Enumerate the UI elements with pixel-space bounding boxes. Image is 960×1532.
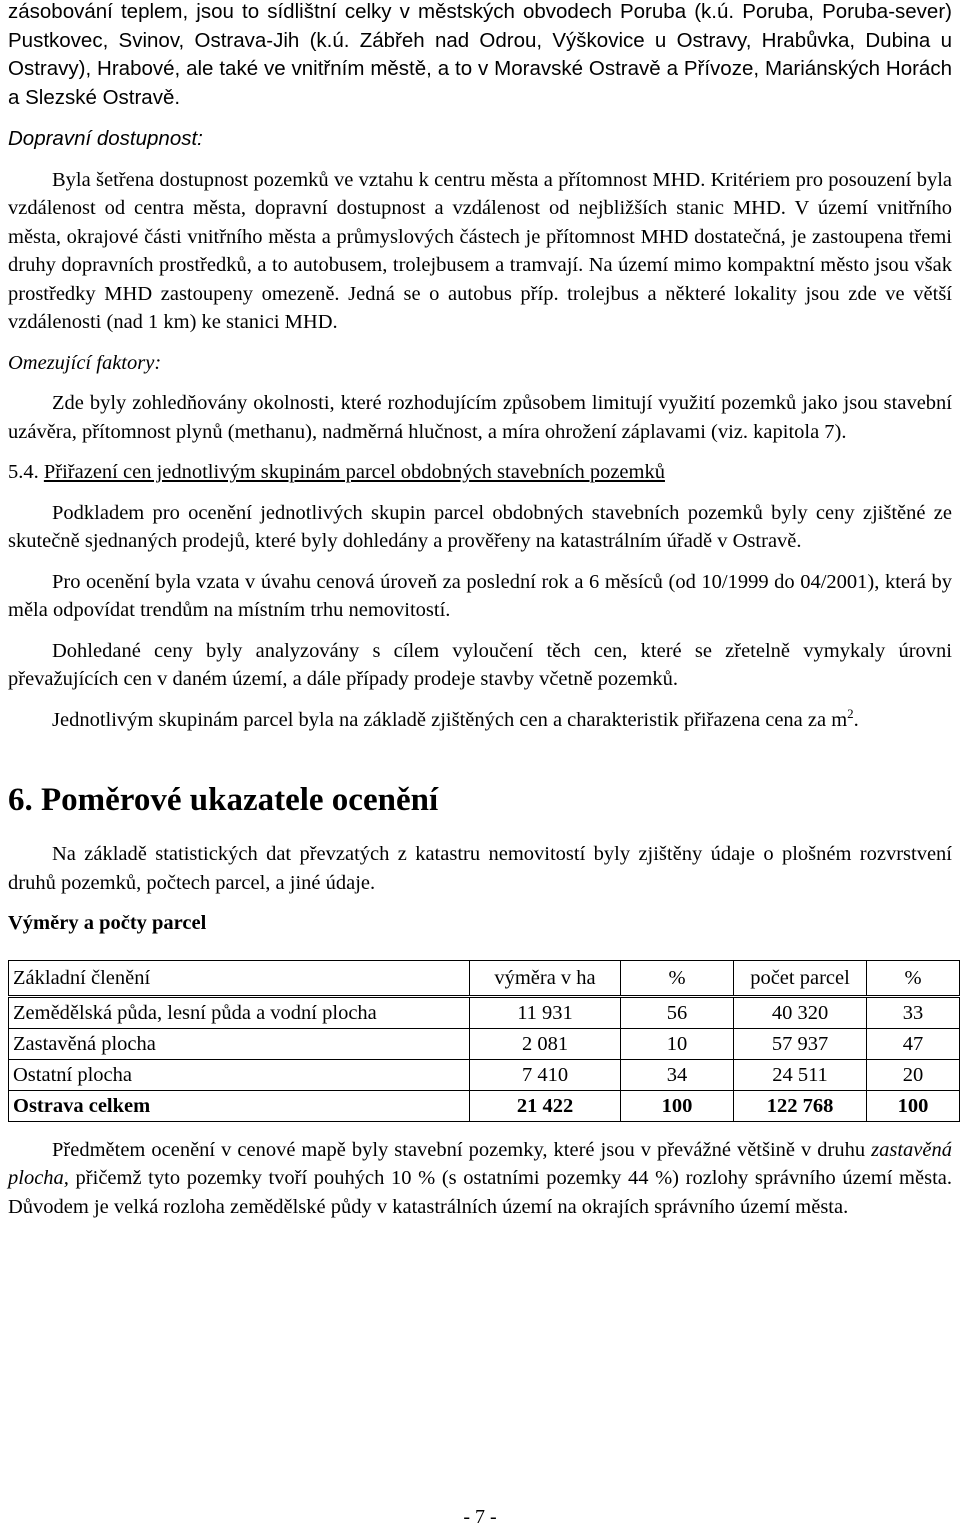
table-cell: 21 422 — [470, 1090, 621, 1121]
chapter-6-number: 6. — [8, 782, 33, 818]
table-cell: 56 — [621, 996, 734, 1028]
intro-paragraph: zásobování teplem, jsou to sídlištní celky v městských obvodech Poruba (k.ú. Poruba, Poruba-sever) Pustkovec, Svinov, Ostrava-Jih (k.ú. Zábřeh nad Odrou, Výškovice u Ostravy, Hrabůvka, Dubina u Ostravy), Hrabové, ale také ve vnitřním městě, a to v Moravské Ostravě a Přívoze, Mariánských Horách a Slezské Ostravě. — [8, 0, 952, 109]
table-row — [9, 1028, 960, 1059]
chapter-6-title: Poměrové ukazatele ocenění — [41, 782, 439, 818]
table-cell: 40 320 — [734, 996, 867, 1028]
chapter-6-heading — [8, 780, 952, 820]
table-cell: 20 — [867, 1059, 960, 1090]
transport-heading: Dopravní dostupnost: — [8, 127, 203, 150]
section-5-4-paragraph-2: Pro ocenění byla vzata v úvahu cenová úroveň za poslední rok a 6 měsíců (od 10/1999 do 04/2001), která by měla odpovídat trendům na místním trhu nemovitostí. — [8, 570, 952, 621]
table-cell: 122 768 — [734, 1090, 867, 1121]
table-title: Výměry a počty parcel — [8, 912, 207, 934]
table-cell: 100 — [867, 1090, 960, 1121]
table-cell: 100 — [621, 1090, 734, 1121]
table-header-cell: % — [621, 960, 734, 996]
table-cell: 34 — [621, 1059, 734, 1090]
table-cell: Ostrava celkem — [9, 1090, 470, 1121]
closing-paragraph — [8, 1136, 952, 1222]
table-header-cell: počet parcel — [734, 960, 867, 996]
chapter-6-intro: Na základě statistických dat převzatých z katastru nemovitostí byly zjištěny údaje o plošném rozvrstvení druhů pozemků, počtech parcel, a jiné údaje. — [8, 843, 952, 894]
section-5-4-paragraph-4 — [8, 706, 952, 735]
table-cell: 10 — [621, 1028, 734, 1059]
table-header-cell: Základní členění — [9, 960, 470, 996]
table-row — [9, 996, 960, 1028]
table-header-row — [9, 960, 960, 996]
table-cell: 24 511 — [734, 1059, 867, 1090]
table-cell: 57 937 — [734, 1028, 867, 1059]
page-number: - 7 - — [463, 1506, 497, 1528]
section-5-4-heading — [8, 458, 952, 487]
document-page — [8, 0, 952, 1528]
limits-paragraph: Zde byly zohledňovány okolnosti, které rozhodujícím způsobem limitují využití pozemků jako jsou stavební uzávěra, přítomnost plynů (methanu), nadměrná hlučnost, a míra ohrožení záplavami (viz. kapitola 7). — [8, 392, 952, 443]
table-cell: 7 410 — [470, 1059, 621, 1090]
last-paragraph-text: Jednotlivým skupinám parcel byla na základě zjištěných cen a charakteristik přiřazena cena za m — [52, 708, 848, 731]
section-5-4-paragraph-1: Podkladem pro ocenění jednotlivých skupin parcel obdobných stavebních pozemků byly ceny zjištěné ze skutečně sjednaných prodejů, které byly dohledány a prověřeny na katastrálním úřadě v Ostravě. — [8, 501, 952, 552]
table-cell: Ostatní plocha — [9, 1059, 470, 1090]
table-cell: 11 931 — [470, 996, 621, 1028]
table-cell: Zastavěná plocha — [9, 1028, 470, 1059]
section-5-4-paragraph-3: Dohledané ceny byly analyzovány s cílem vyloučení těch cen, které se zřetelně vymykaly úrovni převažujících cen v daném území, a dále případy prodeje stavby včetně pozemků. — [8, 639, 952, 690]
section-5-4-title: Přiřazení cen jednotlivým skupinám parcel obdobných stavebních pozemků — [43, 461, 665, 483]
transport-paragraph: Byla šetřena dostupnost pozemků ve vztahu k centru města a přítomnost MHD. Kritériem pro posouzení byla vzdálenost od centra města, dopravní dostupnost a vzdálenost od nejbližších stanic MHD. V území vnitřního města, okrajové části vnitřního města a průmyslových částech je přítomnost MHD dostatečná, je zastoupena třemi druhy dopravních prostředků, a to autobusem, trolejbusem a tramvají. Na území mimo kompaktní město jsou však prostředky MHD zastoupeny omezeně. Jedná se o autobus příp. trolejbus a některé lokality jsou zde ve větší vzdálenosti (nad 1 km) ke stanici MHD. — [8, 168, 952, 333]
table-cell: 2 081 — [470, 1028, 621, 1059]
table-row — [9, 1059, 960, 1090]
unit-superscript: 2 — [847, 705, 854, 721]
closing-text-1: Předmětem ocenění v cenové mapě byly stavební pozemky, které jsou v převážné většině v druhu — [52, 1138, 872, 1161]
table-total-row — [9, 1090, 960, 1121]
table-cell: 47 — [867, 1028, 960, 1059]
section-5-4-number: 5.4. — [8, 461, 39, 483]
last-paragraph-end: . — [853, 708, 859, 731]
table-cell: Zemědělská půda, lesní půda a vodní plocha — [9, 996, 470, 1028]
closing-italic: zastavěná plocha, — [8, 1138, 952, 1189]
limits-heading: Omezující faktory: — [8, 351, 162, 374]
parcel-table — [8, 960, 960, 1122]
table-header-cell: výměra v ha — [470, 960, 621, 996]
table-cell: 33 — [867, 996, 960, 1028]
closing-text-2: přičemž tyto pozemky tvoří pouhých 10 % (s ostatními pozemky 44 %) rozlohy správního území města. Důvodem je velká rozloha zemědělské půdy v katastrálních území na okrajích správního území města. — [8, 1167, 952, 1218]
table-header-cell: % — [867, 960, 960, 996]
